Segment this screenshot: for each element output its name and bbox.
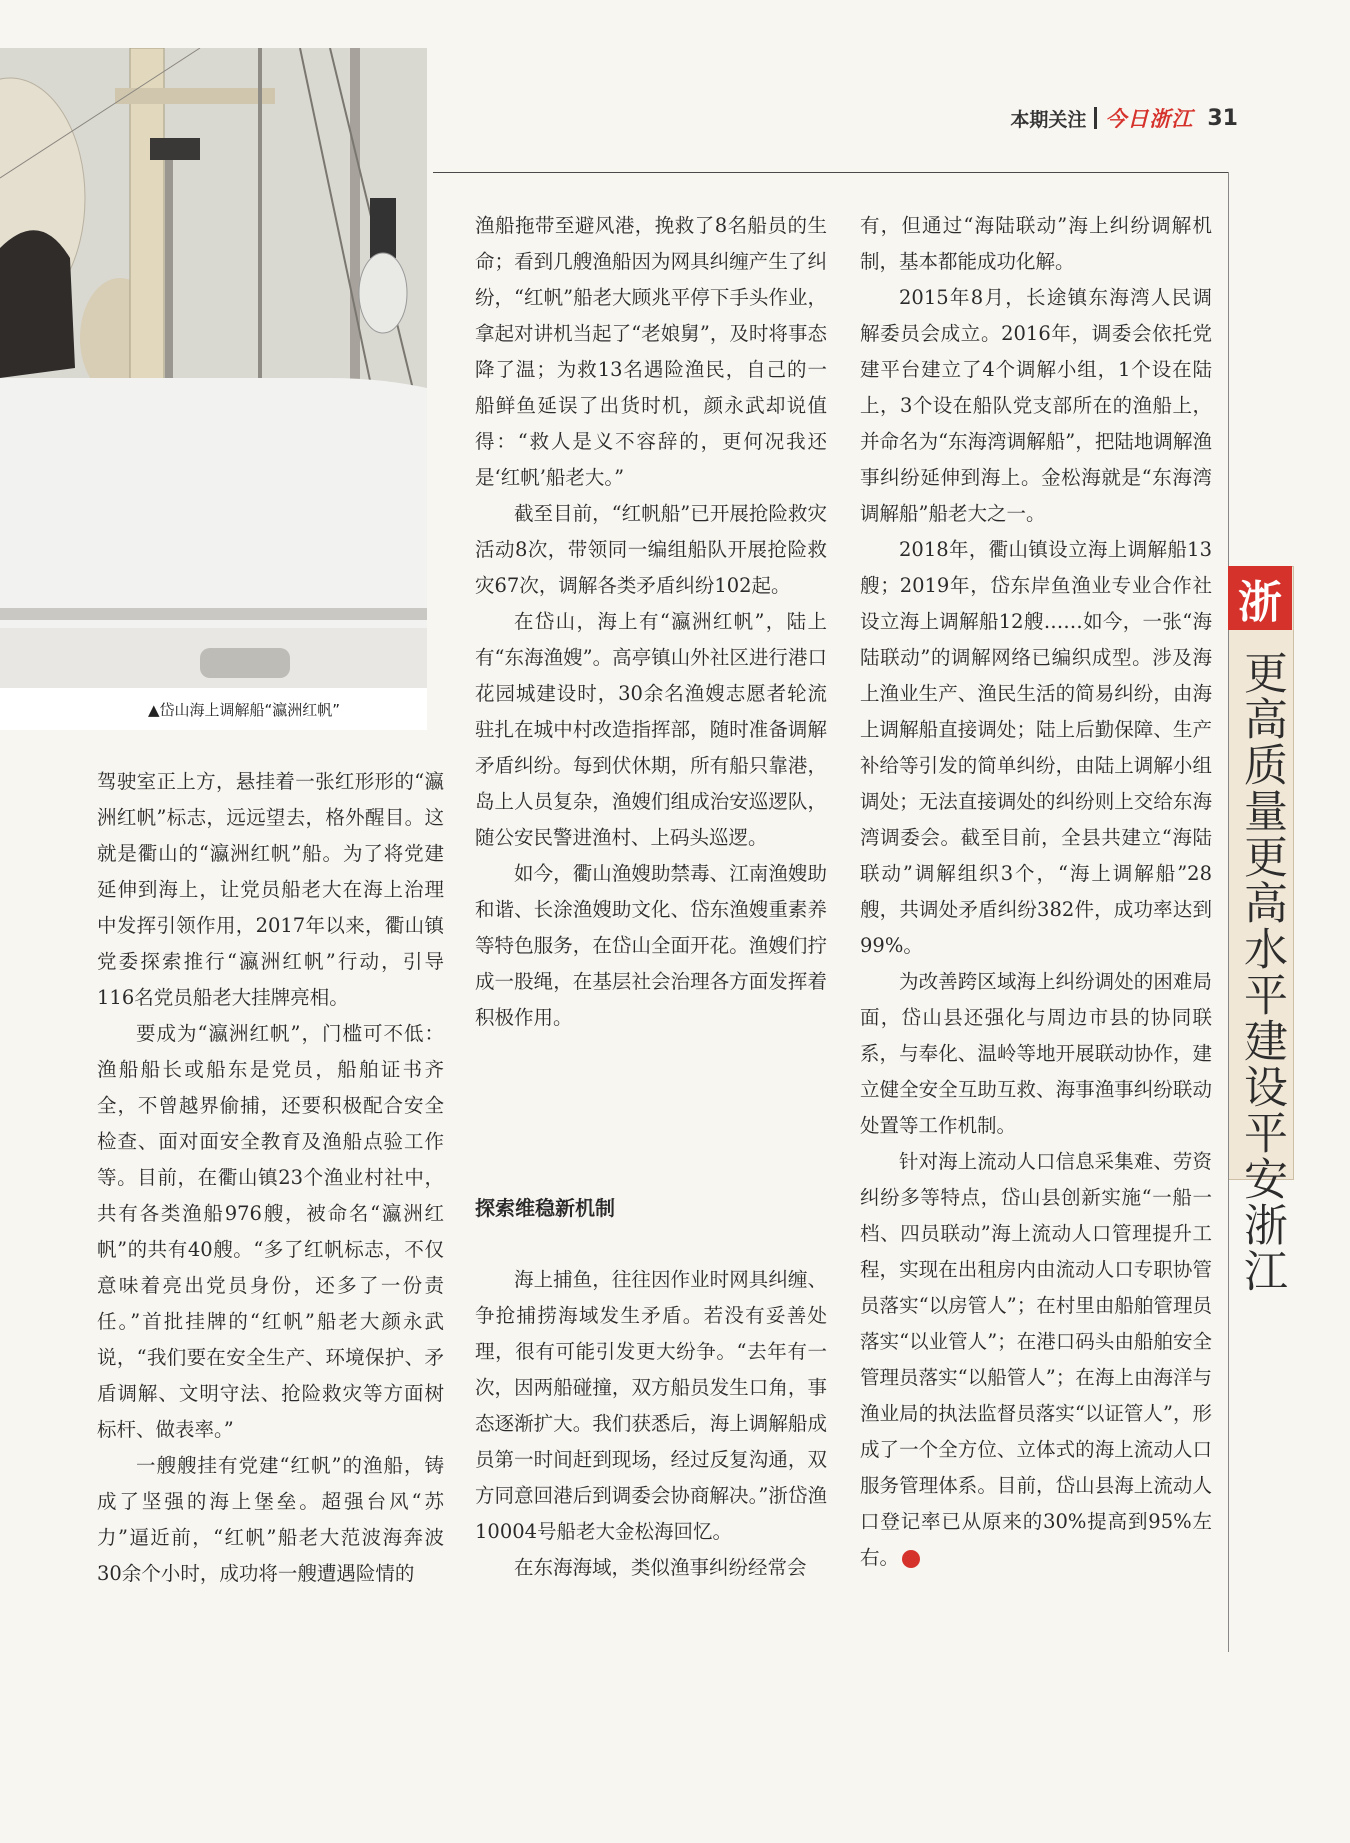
paragraph-text: 针对海上流动人口信息采集难、劳资纠纷多等特点，岱山县创新实施“一船一档、四员联动”海上流动人口管理提升工程，实现在出租房内由流动人口专职协管员落实“以房管人”；在村里由船舶管理员落实“以业管人”；在港口码头由船舶安全管理员落实“以船管人”；在海上由海洋与渔业局的执法监督员落实“以证管人”，形成了一个全方位、立体式的海上流动人口服务管理体系。目前，岱山县海上流动人口登记率已从原来的30%提高到95%左右。 (860, 1150, 1212, 1569)
page-number: 31 (1207, 105, 1238, 131)
paragraph: 2015年8月，长途镇东海湾人民调解委员会成立。2016年，调委会依托党建平台建立了4个调解小组，1个设在陆上，3个设在船队党支部所在的渔船上，并命名为“东海湾调解船”，把陆地调解渔事纠纷延伸到海上。金松海就是“东海湾调解船”船老大之一。 (860, 286, 1212, 525)
text-column-3 (860, 208, 1212, 1576)
text-column-1 (97, 764, 444, 1592)
page-header (1010, 103, 1238, 133)
topic-title: 更高质量更高水平建设平安浙江 (1236, 650, 1287, 1294)
caption-text: ▲岱山海上调解船“瀛洲红帆” (148, 700, 341, 719)
paragraph: 渔船拖带至避风港，挽救了8名船员的生命；看到几艘渔船因为网具纠缠产生了纠纷，“红帆”船老大顾兆平停下手头作业，拿起对讲机当起了“老娘舅”，及时将事态降了温；为救13名遇险渔民，自己的一船鲜鱼延误了出货时机，颜永武却说值得：“救人是义不容辞的，更何况我还是‘红帆’船老大。” (475, 214, 827, 489)
paragraph: 截至目前，“红帆船”已开展抢险救灾活动8次，带领同一编组船队开展抢险救灾67次，调解各类矛盾纠纷102起。 (475, 502, 827, 597)
paragraph: 2018年，衢山镇设立海上调解船13艘；2019年，岱东岸鱼渔业专业合作社设立海上调解船12艘……如今，一张“海陆联动”的调解网络已编织成型。涉及海上渔业生产、渔民生活的简易纠纷，由海上调解船直接调处；陆上后勤保障、生产补给等引发的简单纠纷，由陆上调解小组调处；无法直接调处的纠纷则上交给东海湾调委会。截至目前，全县共建立“海陆联动”调解组织3个，“海上调解船”28艘，共调处矛盾纠纷382件，成功率达到99%。 (860, 538, 1212, 957)
section-subheading: 探索维稳新机制 (475, 1196, 615, 1220)
end-mark-icon (902, 1550, 920, 1568)
ship-photo (0, 48, 427, 730)
paragraph: 如今，衢山渔嫂助禁毒、江南渔嫂助和谐、长涂渔嫂助文化、岱东渔嫂重素养等特色服务，在岱山全面开花。渔嫂们拧成一股绳，在基层社会治理各方面发挥着积极作用。 (475, 862, 827, 1029)
header-divider (1094, 107, 1097, 129)
text-column-2 (475, 208, 827, 1036)
section-label: 本期关注 (1010, 108, 1087, 131)
paragraph: 一艘艘挂有党建“红帆”的渔船，铸成了坚强的海上堡垒。超强台风“苏力”逼近前，“红帆”船老大范波海奔波30余个小时，成功将一艘遭遇险情的 (97, 1454, 444, 1585)
zhe-seal-logo: 浙 (1228, 566, 1292, 630)
paragraph-last (860, 1144, 1212, 1576)
paragraph: 驾驶室正上方，悬挂着一张红形形的“瀛洲红帆”标志，远远望去，格外醒目。这就是衢山的“瀛洲红帆”船。为了将党建延伸到海上，让党员船老大在海上治理中发挥引领作用，2017年以来，衢山镇党委探索推行“瀛洲红帆”行动，引导116名党员船老大挂牌亮相。 (97, 770, 444, 1009)
paragraph: 要成为“瀛洲红帆”，门槛可不低：渔船船长或船东是党员，船舶证书齐全，不曾越界偷捕，还要积极配合安全检查、面对面安全教育及渔船点验工作等。目前，在衢山镇23个渔业村社中，共有各类渔船976艘，被命名“瀛洲红帆”的共有40艘。“多了红帆标志，不仅意味着亮出党员身份，还多了一份责任。”首批挂牌的“红帆”船老大颜永武说，“我们要在安全生产、环境保护、矛盾调解、文明守法、抢险救灾等方面树标杆、做表率。” (97, 1022, 444, 1441)
paragraph: 有，但通过“海陆联动”海上纠纷调解机制，基本都能成功化解。 (860, 214, 1212, 273)
magazine-logo: 今日浙江 (1105, 107, 1194, 131)
paragraph: 在东海海域，类似渔事纠纷经常会 (514, 1556, 807, 1579)
paragraph: 在岱山，海上有“瀛洲红帆”，陆上有“东海渔嫂”。高亭镇山外社区进行港口花园城建设时，30余名渔嫂志愿者轮流驻扎在城中村改造指挥部，随时准备调解矛盾纠纷。每到伏休期，所有船只靠港，岛上人员复杂，渔嫂们组成治安巡逻队，随公安民警进渔村、上码头巡逻。 (475, 610, 827, 849)
header-rule (433, 172, 1229, 173)
text-column-2-lower (475, 1262, 827, 1586)
paragraph: 为改善跨区域海上纠纷调处的困难局面，岱山县还强化与周边市县的协同联系，与奉化、温岭等地开展联动协作，建立健全安全互助互救、海事渔事纠纷联动处置等工作机制。 (860, 970, 1212, 1137)
photo-caption (0, 688, 427, 730)
paragraph: 海上捕鱼，往往因作业时网具纠缠、争抢捕捞海域发生矛盾。若没有妥善处理，很有可能引发更大纷争。“去年有一次，因两船碰撞，双方船员发生口角，事态逐渐扩大。我们获悉后，海上调解船成员第一时间赶到现场，经过反复沟通，双方同意回港后到调委会协商解决。”浙岱渔10004号船老大金松海回忆。 (475, 1268, 827, 1543)
ship-illustration (0, 48, 427, 688)
